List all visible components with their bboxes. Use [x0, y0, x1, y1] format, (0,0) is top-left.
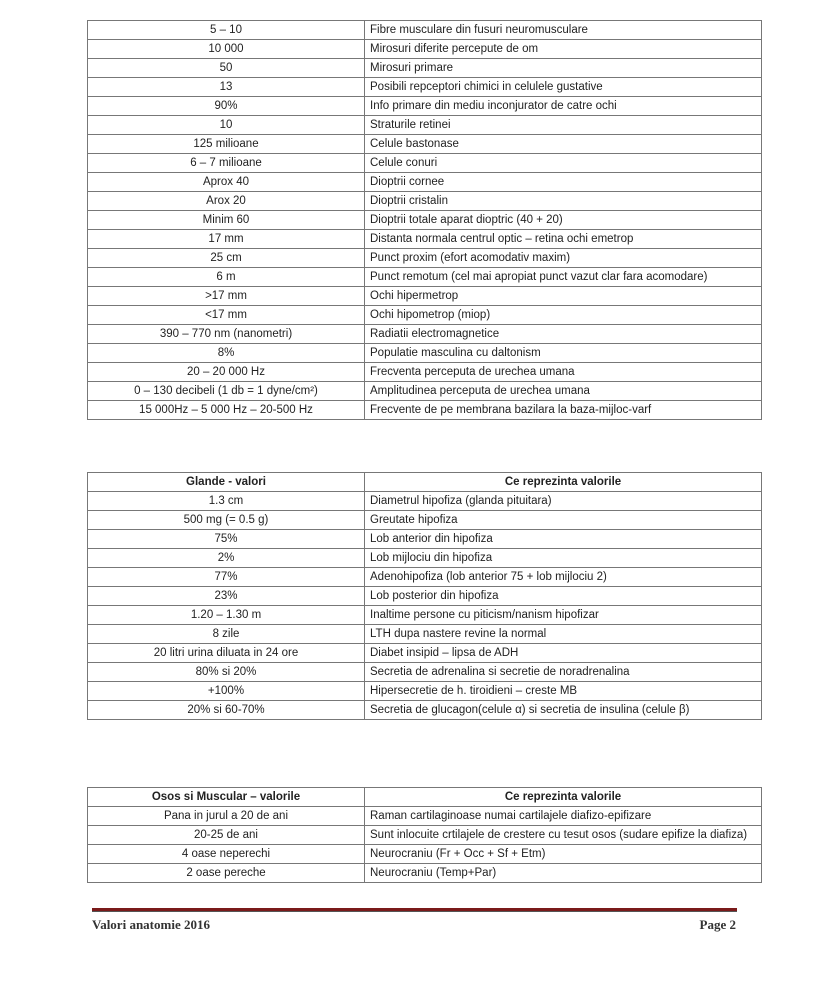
- meaning-cell: Frecvente de pe membrana bazilara la baza-mijloc-varf: [365, 401, 762, 420]
- table1-body: [88, 21, 762, 420]
- meaning-cell: Diabet insipid – lipsa de ADH: [365, 644, 762, 663]
- meaning-cell: Ochi hipometrop (miop): [365, 306, 762, 325]
- table-row: [88, 249, 762, 268]
- table-row: [88, 549, 762, 568]
- table-row: [88, 644, 762, 663]
- meaning-cell: Ochi hipermetrop: [365, 287, 762, 306]
- value-cell: 1.3 cm: [88, 492, 365, 511]
- meaning-cell: Distanta normala centrul optic – retina ochi emetrop: [365, 230, 762, 249]
- table-row: [88, 845, 762, 864]
- value-cell: 25 cm: [88, 249, 365, 268]
- value-cell: Aprox 40: [88, 173, 365, 192]
- value-cell: 5 – 10: [88, 21, 365, 40]
- value-cell: 20 litri urina diluata in 24 ore: [88, 644, 365, 663]
- meaning-cell: Secretia de glucagon(celule α) si secretia de insulina (celule β): [365, 701, 762, 720]
- table-row: [88, 78, 762, 97]
- meaning-cell: Celule bastonase: [365, 135, 762, 154]
- meaning-cell: Neurocraniu (Temp+Par): [365, 864, 762, 883]
- sensory-values-table: [87, 20, 762, 420]
- table-row: [88, 40, 762, 59]
- meaning-cell: Mirosuri primare: [365, 59, 762, 78]
- value-cell: 10 000: [88, 40, 365, 59]
- table-row: [88, 59, 762, 78]
- table-row: [88, 173, 762, 192]
- meaning-cell: Dioptrii cornee: [365, 173, 762, 192]
- footer-divider: [92, 908, 737, 912]
- table-row: [88, 287, 762, 306]
- table-row: [88, 701, 762, 720]
- table-row: [88, 606, 762, 625]
- table2-body: [88, 492, 762, 720]
- meaning-cell: Info primare din mediu inconjurator de catre ochi: [365, 97, 762, 116]
- value-cell: 6 m: [88, 268, 365, 287]
- meaning-cell: Dioptrii cristalin: [365, 192, 762, 211]
- table-row: [88, 268, 762, 287]
- value-cell: Arox 20: [88, 192, 365, 211]
- value-cell: 390 – 770 nm (nanometri): [88, 325, 365, 344]
- meaning-cell: Greutate hipofiza: [365, 511, 762, 530]
- value-cell: 90%: [88, 97, 365, 116]
- table-row: [88, 97, 762, 116]
- header-values: Glande - valori: [88, 473, 365, 492]
- value-cell: 13: [88, 78, 365, 97]
- value-cell: >17 mm: [88, 287, 365, 306]
- table-row: [88, 682, 762, 701]
- table-row: [88, 192, 762, 211]
- value-cell: 4 oase neperechi: [88, 845, 365, 864]
- meaning-cell: Dioptrii totale aparat dioptric (40 + 20): [365, 211, 762, 230]
- table-row: [88, 382, 762, 401]
- value-cell: 20% si 60-70%: [88, 701, 365, 720]
- glands-values-table: [87, 472, 762, 720]
- value-cell: Pana in jurul a 20 de ani: [88, 807, 365, 826]
- meaning-cell: Raman cartilaginoase numai cartilajele diafizo-epifizare: [365, 807, 762, 826]
- meaning-cell: Adenohipofiza (lob anterior 75 + lob mijlociu 2): [365, 568, 762, 587]
- table3-body: [88, 807, 762, 883]
- meaning-cell: Amplitudinea perceputa de urechea umana: [365, 382, 762, 401]
- meaning-cell: Frecventa perceputa de urechea umana: [365, 363, 762, 382]
- table-row: [88, 587, 762, 606]
- value-cell: 23%: [88, 587, 365, 606]
- meaning-cell: Celule conuri: [365, 154, 762, 173]
- value-cell: 125 milioane: [88, 135, 365, 154]
- bones-muscles-values-table: [87, 787, 762, 883]
- value-cell: 1.20 – 1.30 m: [88, 606, 365, 625]
- table-row: [88, 864, 762, 883]
- meaning-cell: Lob posterior din hipofiza: [365, 587, 762, 606]
- meaning-cell: Fibre musculare din fusuri neuromusculare: [365, 21, 762, 40]
- table-row: [88, 230, 762, 249]
- value-cell: +100%: [88, 682, 365, 701]
- meaning-cell: Inaltime persone cu piticism/nanism hipofizar: [365, 606, 762, 625]
- table-row: [88, 211, 762, 230]
- value-cell: 6 – 7 milioane: [88, 154, 365, 173]
- table-row: [88, 306, 762, 325]
- meaning-cell: Lob anterior din hipofiza: [365, 530, 762, 549]
- value-cell: <17 mm: [88, 306, 365, 325]
- table-row: [88, 511, 762, 530]
- meaning-cell: Diametrul hipofiza (glanda pituitara): [365, 492, 762, 511]
- value-cell: 2%: [88, 549, 365, 568]
- table-row: [88, 154, 762, 173]
- header-meaning: Ce reprezinta valorile: [365, 473, 762, 492]
- value-cell: 15 000Hz – 5 000 Hz – 20-500 Hz: [88, 401, 365, 420]
- meaning-cell: Hipersecretie de h. tiroidieni – creste MB: [365, 682, 762, 701]
- table-header-row: [88, 473, 762, 492]
- header-values: Osos si Muscular – valorile: [88, 788, 365, 807]
- table-row: [88, 492, 762, 511]
- page-number: Page 2: [699, 917, 736, 932]
- value-cell: 17 mm: [88, 230, 365, 249]
- meaning-cell: Straturile retinei: [365, 116, 762, 135]
- table-row: [88, 568, 762, 587]
- value-cell: 500 mg (= 0.5 g): [88, 511, 365, 530]
- value-cell: 77%: [88, 568, 365, 587]
- meaning-cell: Sunt inlocuite crtilajele de crestere cu tesut osos (sudare epifize la diafiza): [365, 826, 762, 845]
- table-row: [88, 21, 762, 40]
- value-cell: 8%: [88, 344, 365, 363]
- meaning-cell: Radiatii electromagnetice: [365, 325, 762, 344]
- table-row: [88, 807, 762, 826]
- value-cell: Minim 60: [88, 211, 365, 230]
- value-cell: 50: [88, 59, 365, 78]
- table-row: [88, 625, 762, 644]
- table-row: [88, 401, 762, 420]
- table-header-row: [88, 788, 762, 807]
- table-row: [88, 530, 762, 549]
- value-cell: 8 zile: [88, 625, 365, 644]
- value-cell: 20 – 20 000 Hz: [88, 363, 365, 382]
- value-cell: 80% si 20%: [88, 663, 365, 682]
- table-row: [88, 325, 762, 344]
- meaning-cell: Neurocraniu (Fr + Occ + Sf + Etm): [365, 845, 762, 864]
- meaning-cell: Lob mijlociu din hipofiza: [365, 549, 762, 568]
- meaning-cell: Posibili repceptori chimici in celulele gustative: [365, 78, 762, 97]
- meaning-cell: Punct proxim (efort acomodativ maxim): [365, 249, 762, 268]
- table-row: [88, 135, 762, 154]
- footer-title: Valori anatomie 2016: [92, 917, 210, 932]
- meaning-cell: Populatie masculina cu daltonism: [365, 344, 762, 363]
- meaning-cell: Mirosuri diferite percepute de om: [365, 40, 762, 59]
- meaning-cell: Secretia de adrenalina si secretie de noradrenalina: [365, 663, 762, 682]
- header-meaning: Ce reprezinta valorile: [365, 788, 762, 807]
- table-row: [88, 363, 762, 382]
- value-cell: 10: [88, 116, 365, 135]
- meaning-cell: LTH dupa nastere revine la normal: [365, 625, 762, 644]
- table-row: [88, 826, 762, 845]
- meaning-cell: Punct remotum (cel mai apropiat punct vazut clar fara acomodare): [365, 268, 762, 287]
- table-row: [88, 663, 762, 682]
- table-row: [88, 344, 762, 363]
- value-cell: 0 – 130 decibeli (1 db = 1 dyne/cm²): [88, 382, 365, 401]
- value-cell: 75%: [88, 530, 365, 549]
- value-cell: 2 oase pereche: [88, 864, 365, 883]
- table-row: [88, 116, 762, 135]
- value-cell: 20-25 de ani: [88, 826, 365, 845]
